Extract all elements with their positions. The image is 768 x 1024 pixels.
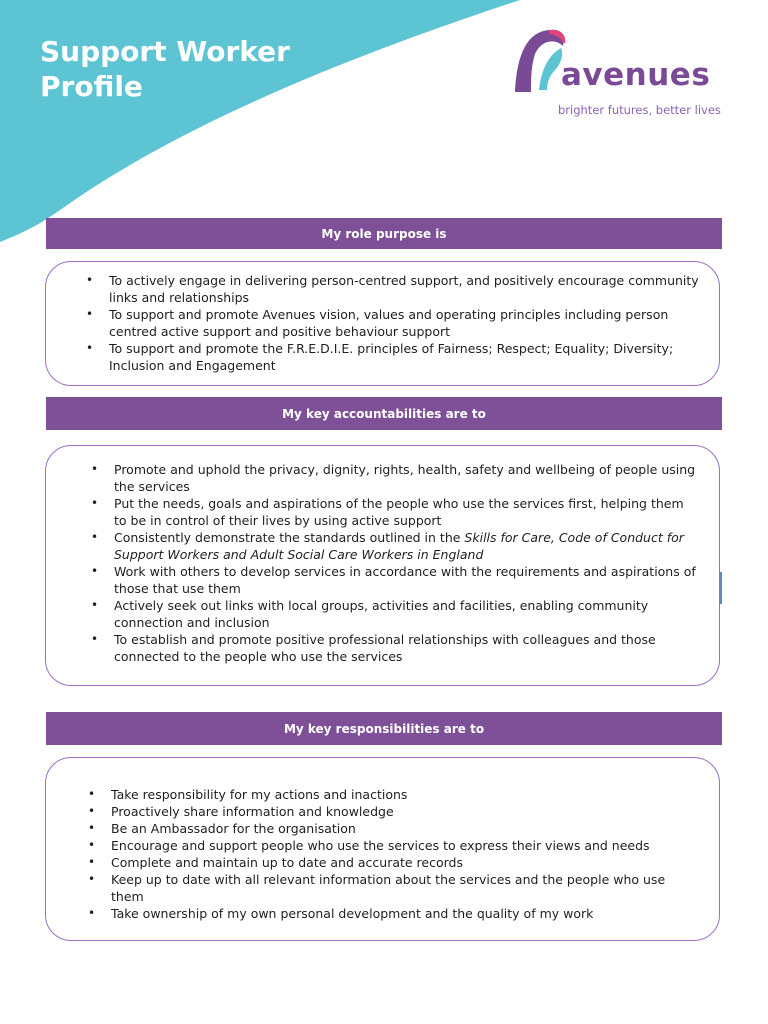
list-item: • Take ownership of my own personal development and the quality of my work bbox=[111, 905, 697, 922]
section-heading-key-responsibilities: My key responsibilities are to bbox=[46, 712, 722, 745]
logo-arch-icon bbox=[509, 24, 569, 96]
key-responsibilities-list bbox=[46, 758, 719, 922]
key-responsibilities-box bbox=[45, 757, 720, 941]
list-item-text: Consistently demonstrate the standards outlined in the bbox=[114, 530, 465, 545]
list-item: • Encourage and support people who use the services to express their views and needs bbox=[111, 837, 697, 854]
role-purpose-box bbox=[45, 261, 720, 386]
list-item: • Actively seek out links with local groups, activities and facilities, enabling community connection and inclusion bbox=[114, 597, 697, 631]
list-item bbox=[114, 529, 697, 563]
section-heading-key-accountabilities: My key accountabilities are to bbox=[46, 397, 722, 430]
list-item: • To support and promote the F.R.E.D.I.E. principles of Fairness; Respect; Equality; Diversity; Inclusion and Engagement bbox=[109, 340, 707, 374]
section-heading-role-purpose: My role purpose is bbox=[46, 218, 722, 249]
avenues-logo bbox=[505, 20, 721, 117]
list-item: • Be an Ambassador for the organisation bbox=[111, 820, 697, 837]
list-item-emphasis: Skills for Care, Code of Conduct for Support Workers and Adult Social Care Workers in England bbox=[114, 530, 684, 562]
list-item: • Complete and maintain up to date and accurate records bbox=[111, 854, 697, 871]
list-item: • To support and promote Avenues vision, values and operating principles including person centred active support and positive behaviour support bbox=[109, 306, 707, 340]
list-item: • Work with others to develop services in accordance with the requirements and aspirations of those that use them bbox=[114, 563, 697, 597]
role-purpose-list bbox=[46, 262, 719, 374]
key-accountabilities-box bbox=[45, 445, 720, 686]
page-title-line-2: Profile bbox=[40, 70, 143, 103]
page-title-line-1: Support Worker bbox=[40, 35, 290, 68]
margin-marker bbox=[719, 572, 722, 604]
list-item: • To actively engage in delivering person-centred support, and positively encourage community links and relationships bbox=[109, 272, 707, 306]
list-item: • Put the needs, goals and aspirations of the people who use the services first, helping them to be in control of their lives by using active support bbox=[114, 495, 697, 529]
list-item: • Proactively share information and knowledge bbox=[111, 803, 697, 820]
list-item: • Promote and uphold the privacy, dignity, rights, health, safety and wellbeing of people using the services bbox=[114, 461, 697, 495]
list-item: • Keep up to date with all relevant information about the services and the people who use them bbox=[111, 871, 697, 905]
key-accountabilities-list bbox=[46, 446, 719, 665]
logo-wordmark: avenues bbox=[561, 57, 711, 93]
list-item: • To establish and promote positive professional relationships with colleagues and those connected to the people who use the services bbox=[114, 631, 697, 665]
logo-tagline: brighter futures, better lives bbox=[558, 103, 721, 117]
list-item: • Take responsibility for my actions and inactions bbox=[111, 786, 697, 803]
page-title bbox=[40, 34, 290, 104]
